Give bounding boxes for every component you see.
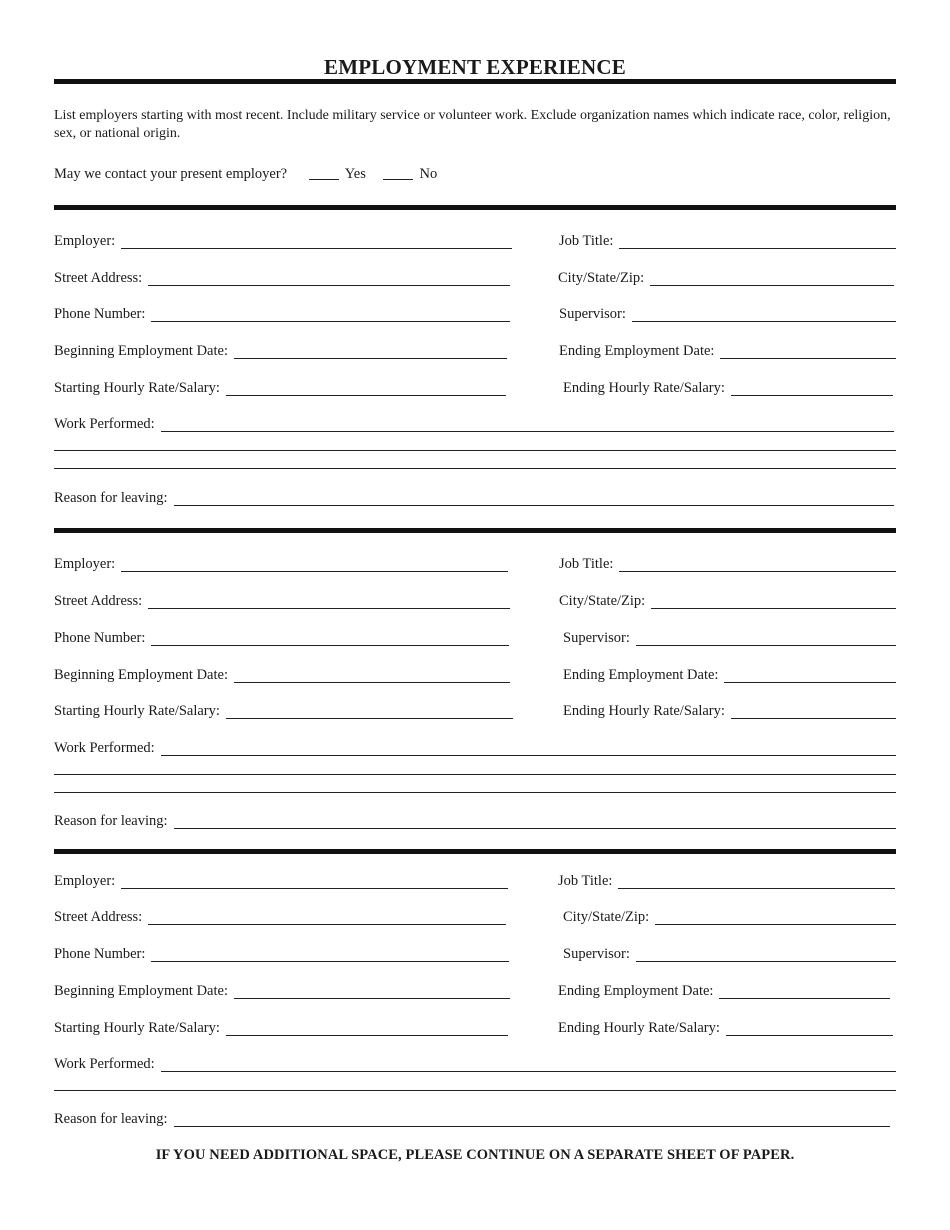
street-address-field[interactable]: Street Address:: [54, 909, 506, 929]
contact-employer-question: [54, 166, 437, 183]
supervisor-field[interactable]: Supervisor:: [559, 306, 896, 326]
street-address-field[interactable]: Street Address:: [54, 270, 510, 290]
employment-experience-form: [54, 0, 896, 1230]
section-divider: [54, 849, 896, 854]
supervisor-field[interactable]: Supervisor:: [563, 946, 896, 966]
phone-number-field[interactable]: Phone Number:: [54, 630, 509, 650]
city-state-zip-field[interactable]: City/State/Zip:: [559, 593, 896, 613]
city-state-zip-field[interactable]: City/State/Zip:: [558, 270, 894, 290]
job-title-field[interactable]: Job Title:: [559, 233, 896, 253]
footer-note: IF YOU NEED ADDITIONAL SPACE, PLEASE CONTINUE ON A SEPARATE SHEET OF PAPER.: [155, 1147, 795, 1163]
city-state-zip-field[interactable]: City/State/Zip:: [563, 909, 896, 929]
contact-no-label: No: [419, 166, 438, 182]
ending-date-field[interactable]: Ending Employment Date:: [559, 343, 896, 363]
instructions-text: List employers starting with most recent. Include military service or volunteer work. Exclude organization names which indicate race, color, religion, sex, or national origin.: [54, 108, 891, 141]
phone-number-field[interactable]: Phone Number:: [54, 946, 509, 966]
employer-field[interactable]: Employer:: [54, 556, 508, 576]
section-divider: [54, 528, 896, 533]
ending-date-field[interactable]: Ending Employment Date:: [563, 667, 896, 687]
contact-yes-label: Yes: [344, 166, 366, 182]
ending-rate-field[interactable]: Ending Hourly Rate/Salary:: [563, 380, 893, 400]
job-title-field[interactable]: Job Title:: [559, 556, 896, 576]
title-rule: [54, 79, 896, 84]
street-address-field[interactable]: Street Address:: [54, 593, 510, 613]
starting-rate-field[interactable]: Starting Hourly Rate/Salary:: [54, 380, 506, 400]
work-performed-extra-line[interactable]: [54, 468, 896, 469]
ending-rate-field[interactable]: Ending Hourly Rate/Salary:: [563, 703, 896, 723]
work-performed-extra-line[interactable]: [54, 774, 896, 775]
page-title: EMPLOYMENT EXPERIENCE: [324, 55, 626, 79]
ending-rate-field[interactable]: Ending Hourly Rate/Salary:: [558, 1020, 893, 1040]
phone-number-field[interactable]: Phone Number:: [54, 306, 510, 326]
reason-for-leaving-field[interactable]: Reason for leaving:: [54, 813, 896, 833]
work-performed-extra-line[interactable]: [54, 1090, 896, 1091]
ending-date-field[interactable]: Ending Employment Date:: [558, 983, 890, 1003]
work-performed-field[interactable]: Work Performed:: [54, 1056, 896, 1076]
reason-for-leaving-field[interactable]: Reason for leaving:: [54, 1111, 890, 1131]
work-performed-field[interactable]: Work Performed:: [54, 740, 896, 760]
beginning-date-field[interactable]: Beginning Employment Date:: [54, 343, 507, 363]
contact-no-blank[interactable]: [383, 179, 413, 180]
work-performed-field[interactable]: Work Performed:: [54, 416, 894, 436]
supervisor-field[interactable]: Supervisor:: [563, 630, 896, 650]
beginning-date-field[interactable]: Beginning Employment Date:: [54, 667, 510, 687]
section-divider: [54, 205, 896, 210]
starting-rate-field[interactable]: Starting Hourly Rate/Salary:: [54, 703, 513, 723]
reason-for-leaving-field[interactable]: Reason for leaving:: [54, 490, 894, 510]
job-title-field[interactable]: Job Title:: [558, 873, 895, 893]
employer-field[interactable]: Employer:: [54, 873, 508, 893]
beginning-date-field[interactable]: Beginning Employment Date:: [54, 983, 510, 1003]
employer-field[interactable]: Employer:: [54, 233, 512, 253]
starting-rate-field[interactable]: Starting Hourly Rate/Salary:: [54, 1020, 508, 1040]
work-performed-extra-line[interactable]: [54, 792, 896, 793]
work-performed-extra-line[interactable]: [54, 450, 896, 451]
contact-question-label: May we contact your present employer?: [54, 166, 288, 182]
contact-yes-blank[interactable]: [309, 179, 339, 180]
